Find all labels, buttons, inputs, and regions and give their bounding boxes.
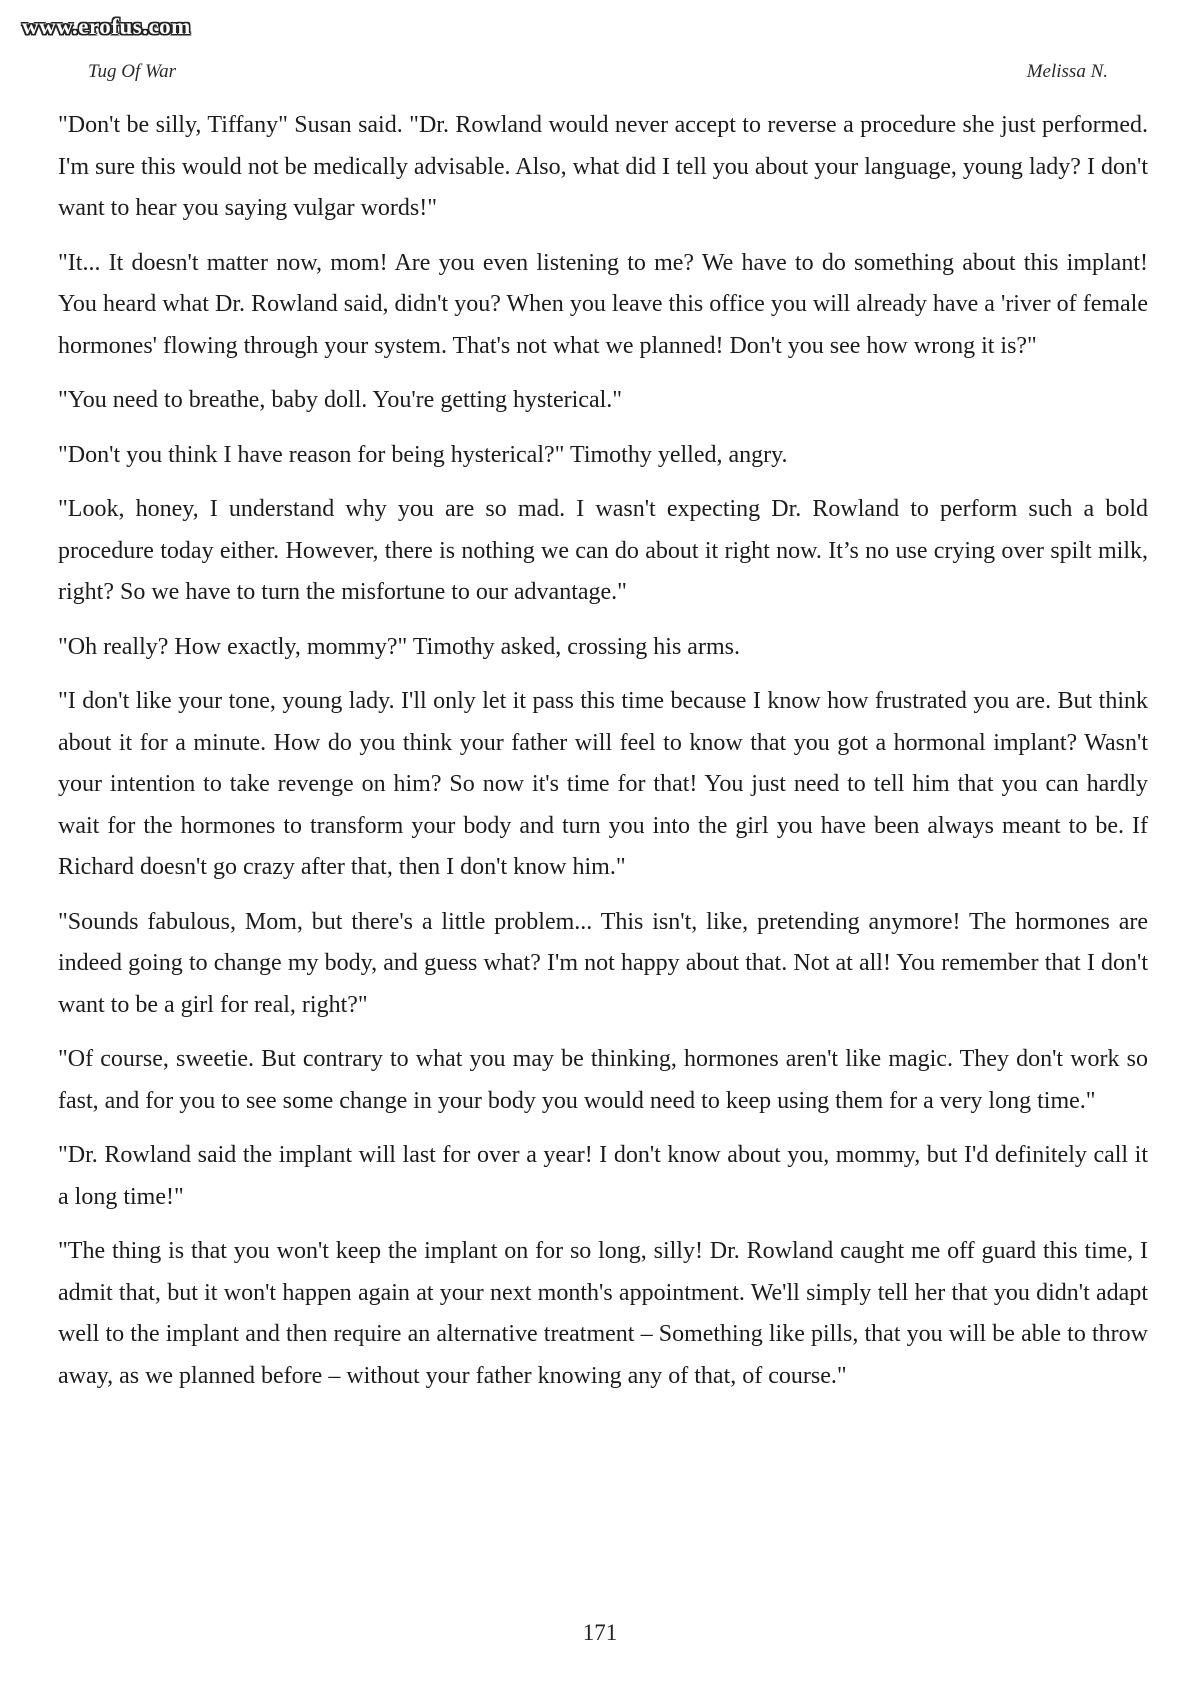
paragraph: "Oh really? How exactly, mommy?" Timothy asked, crossing his arms. [58,633,740,660]
paragraph: "It... It doesn't matter now, mom! Are you even listening to me? We have to do something about this implant! You heard what Dr. Rowland said, didn't you? When you leave this office you will already have a 'river of female hormones' flowing through your system. That's not what we planned! Don't you see how wrong it is?" [58,249,1148,359]
paragraph: "Sounds fabulous, Mom, but there's a little problem... This isn't, like, pretending anymore! The hormones are indeed going to change my body, and guess what? I'm not happy about that. Not at all! You remember that I don't want to be a girl for real, right?" [58,908,1148,1018]
paragraph: "Of course, sweetie. But contrary to what you may be thinking, hormones aren't like magic. They don't work so fast, and for you to see some change in your body you would need to keep using them for a very long time." [58,1046,1148,1114]
page-body [58,105,1148,1410]
paragraph: "Look, honey, I understand why you are so mad. I wasn't expecting Dr. Rowland to perform such a bold procedure today either. However, there is nothing we can do about it right now. It’s no use crying over spilt milk, right? So we have to turn the misfortune to our advantage." [58,496,1148,605]
paragraph: "Dr. Rowland said the implant will last for over a year! I don't know about you, mommy, but I'd definitely call it a long time!" [58,1142,1148,1210]
running-header [88,61,1108,89]
paragraph: "Don't you think I have reason for being hysterical?" Timothy yelled, angry. [58,441,788,468]
paragraph: "The thing is that you won't keep the implant on for so long, silly! Dr. Rowland caught me off guard this time, I admit that, but it won't happen again at your next month's appointment. We'll simply tell her that you didn't adapt well to the implant and then require an alternative treatment – Something like pills, that you will be able to throw away, as we planned before – without your father knowing any of that, of course." [58,1238,1148,1389]
page-number: 171 [582,1620,618,1645]
paragraph: "Don't be silly, Tiffany" Susan said. "Dr. Rowland would never accept to reverse a procedure she just performed. I'm sure this would not be medically advisable. Also, what did I tell you about your language, young lady? I don't want to hear you saying vulgar words!" [58,112,1148,221]
header-author: Melissa N. [1026,61,1108,82]
paragraph: "You need to breathe, baby doll. You're getting hysterical." [58,387,623,413]
paragraph: "I don't like your tone, young lady. I'll only let it pass this time because I know how frustrated you are. But think about it for a minute. How do you think your father will feel to know that you got a hormonal implant? Wasn't your intention to take revenge on him? So now it's time for that! You just need to tell him that you can hardly wait for the hormones to transform your body and turn you into the girl you have been always meant to be. If Richard doesn't go crazy after that, then I don't know him." [58,688,1148,880]
header-book-title: Tug Of War [88,61,176,82]
watermark-text: www.erofus.com [22,14,191,39]
